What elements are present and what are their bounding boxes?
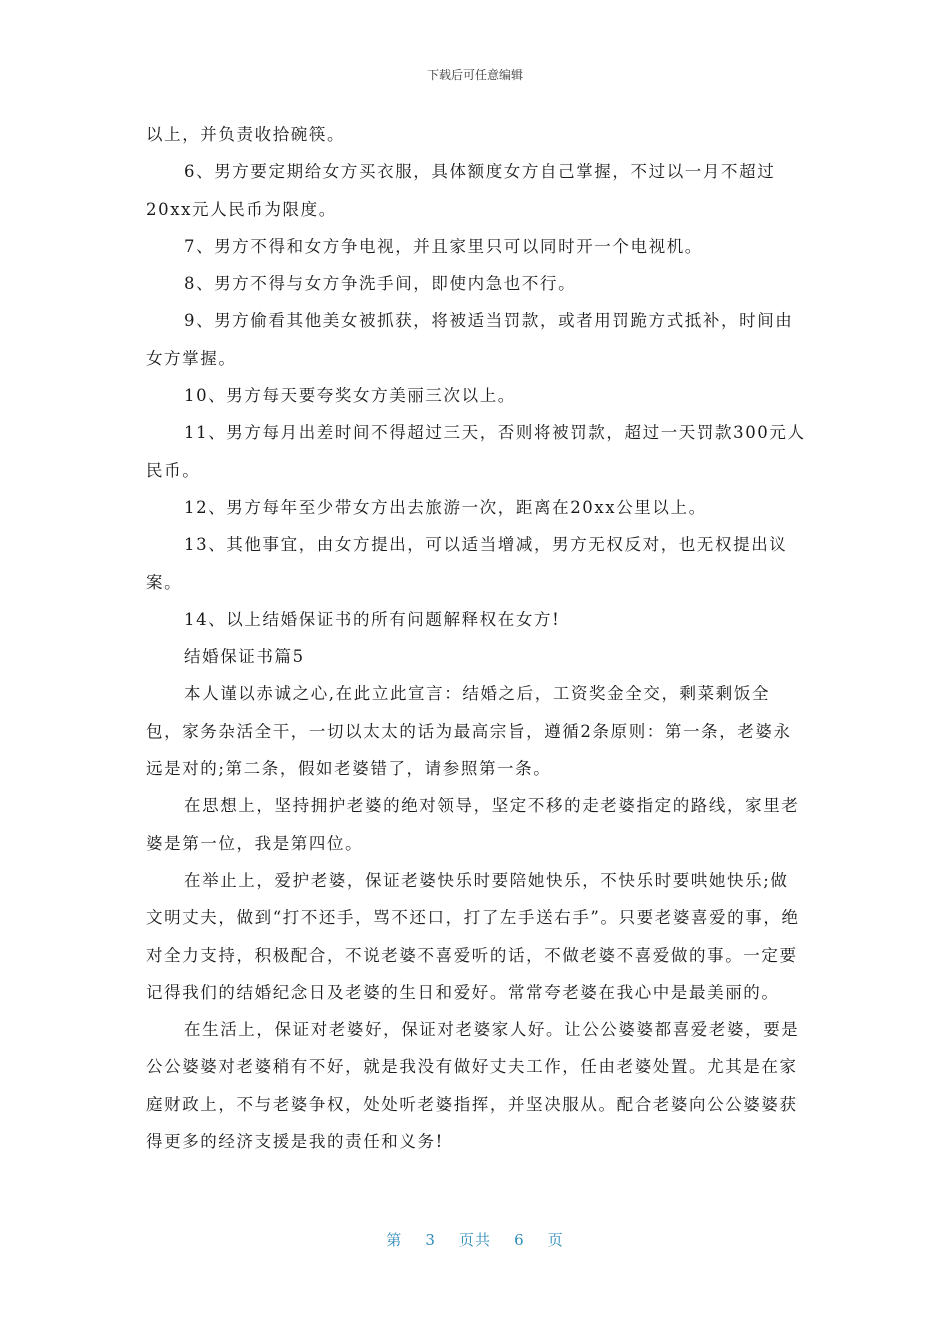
page-footer xyxy=(0,1229,950,1250)
document-body xyxy=(146,116,806,1160)
paragraph: 9、男方偷看其他美女被抓获，将被适当罚款，或者用罚跪方式抵补，时间由女方掌握。 xyxy=(146,311,794,368)
paragraph: 7、男方不得和女方争电视，并且家里只可以同时开一个电视机。 xyxy=(184,236,703,256)
paragraph: 在举止上，爱护老婆，保证老婆快乐时要陪她快乐，不快乐时要哄她快乐;做文明丈夫，做到“打不还手，骂不还口，打了左手送右手”。只要老婆喜爱的事，绝对全力支持，积极配合，不说老婆不喜爱听的话，不做老婆不喜爱做的事。一定要记得我们的结婚纪念日及老婆的生日和爱好。常常夸老婆在我心中是最美丽的。 xyxy=(146,870,800,1002)
paragraph: 在思想上，坚持拥护老婆的绝对领导，坚定不移的走老婆指定的路线，家里老婆是第一位，我是第四位。 xyxy=(146,796,800,853)
paragraph: 14、以上结婚保证书的所有问题解释权在女方! xyxy=(184,609,561,629)
section-title: 结婚保证书篇5 xyxy=(184,647,305,667)
page-label-middle: 页共 xyxy=(458,1231,491,1249)
page-label-prefix: 第 xyxy=(386,1231,403,1249)
total-page-number: 6 xyxy=(514,1231,525,1249)
paragraph: 6、男方要定期给女方买衣服，具体额度女方自己掌握，不过以一月不超过20xx元人民币为限度。 xyxy=(146,162,776,219)
paragraph: 10、男方每天要夸奖女方美丽三次以上。 xyxy=(184,386,516,406)
page-header: 下载后可任意编辑 xyxy=(426,68,523,82)
paragraph: 12、男方每年至少带女方出去旅游一次，距离在20xx公里以上。 xyxy=(184,497,707,517)
current-page-number: 3 xyxy=(425,1231,436,1249)
paragraph: 11、男方每月出差时间不得超过三天，否则将被罚款，超过一天罚款300元人民币。 xyxy=(146,423,806,480)
page-label-suffix: 页 xyxy=(547,1231,564,1249)
paragraph: 在生活上，保证对老婆好，保证对老婆家人好。让公公婆婆都喜爱老婆，要是公公婆婆对老婆稍有不好，就是我没有做好丈夫工作，任由老婆处置。尤其是在家庭财政上，不与老婆争权，处处听老婆指挥，并坚决服从。配合老婆向公公婆婆获得更多的经济支援是我的责任和义务! xyxy=(146,1020,800,1152)
paragraph: 8、男方不得与女方争洗手间，即使内急也不行。 xyxy=(184,274,577,294)
paragraph: 以上，并负责收拾碗筷。 xyxy=(146,125,346,144)
paragraph: 本人谨以赤诚之心,在此立此宣言：结婚之后，工资奖金全交，剩菜剩饭全包，家务杂活全干，一切以太太的话为最高宗旨，遵循2条原则：第一条，老婆永远是对的;第二条，假如老婆错了，请参照第一条。 xyxy=(146,684,792,779)
paragraph: 13、其他事宜，由女方提出，可以适当增减，男方无权反对，也无权提出议案。 xyxy=(146,535,788,592)
